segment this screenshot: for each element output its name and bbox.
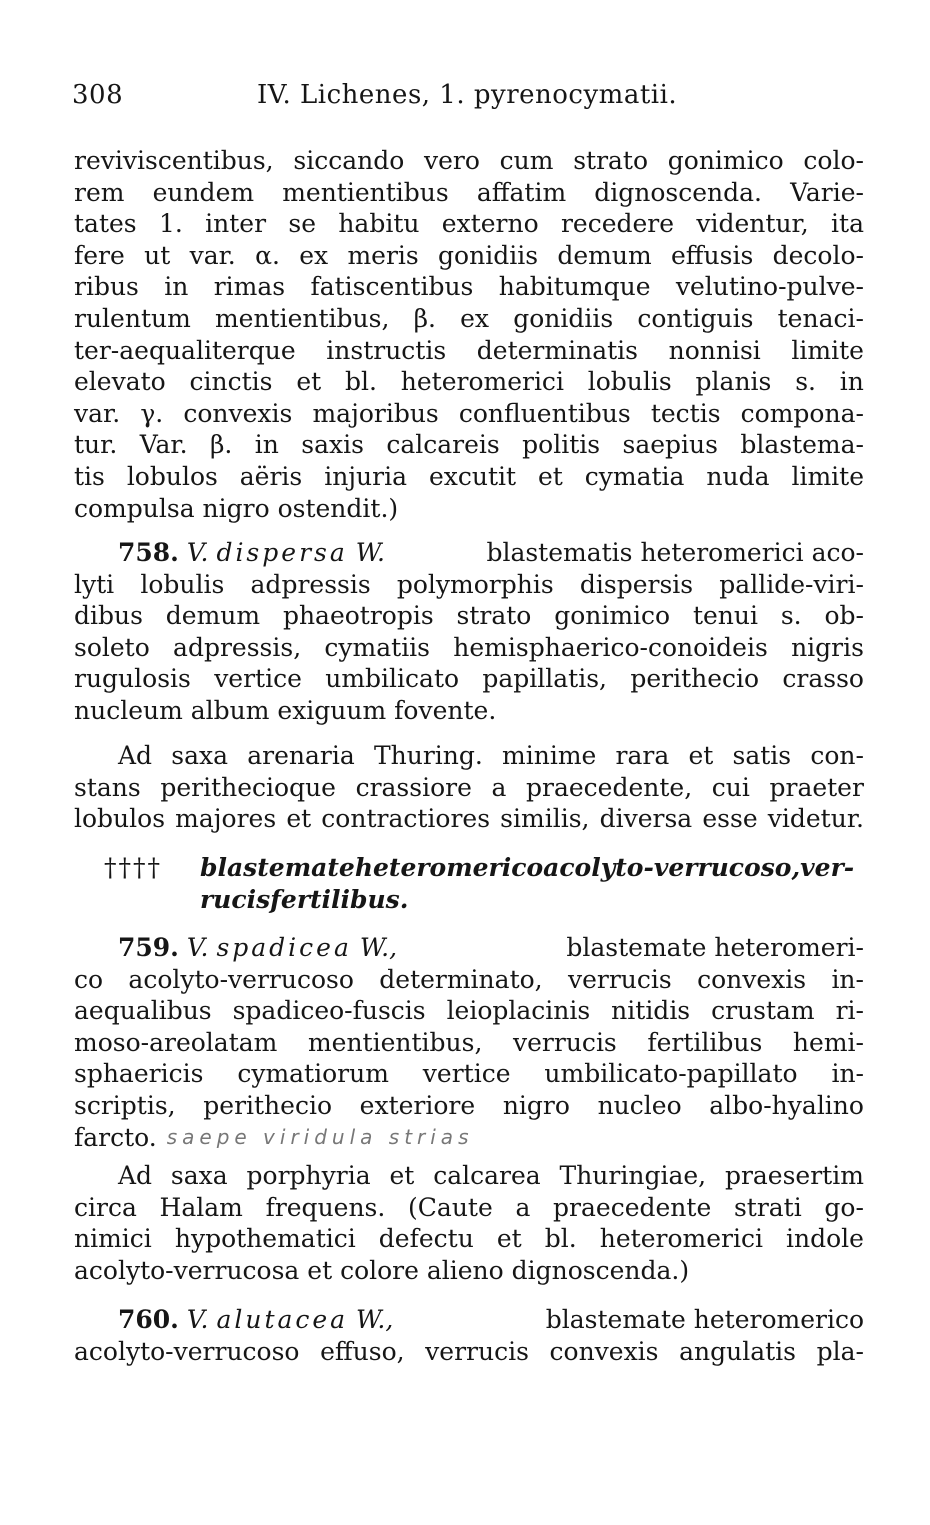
text-line <box>74 964 864 996</box>
word: colo- <box>803 146 864 175</box>
word: ita <box>831 209 864 239</box>
word: effusis <box>670 240 754 270</box>
word: fatiscentibus <box>310 272 474 302</box>
word: strato <box>573 146 649 175</box>
text-line <box>74 240 864 272</box>
word: limite <box>791 461 864 491</box>
word: majores <box>175 804 277 834</box>
text-line <box>74 1223 864 1255</box>
word: cui <box>711 772 750 802</box>
word: verrucis <box>425 1336 529 1366</box>
word: go- <box>824 1192 864 1222</box>
word: nucleo <box>597 1090 682 1120</box>
word: tis <box>74 461 105 491</box>
word: ex <box>460 303 490 333</box>
word: con- <box>810 741 864 770</box>
word: limite <box>791 335 864 365</box>
word: strati <box>733 1192 802 1222</box>
word: nigris <box>791 632 864 662</box>
word: praesertim <box>724 1161 864 1190</box>
word: rimas <box>213 272 286 302</box>
word: exteriore <box>359 1090 476 1120</box>
word: esse <box>702 804 758 834</box>
word: fertilibus. <box>270 884 409 914</box>
word: spadiceo-fuscis <box>232 996 426 1026</box>
word: gonidiis <box>438 240 539 270</box>
word: gonidiis <box>513 303 614 333</box>
entry-758-habitat <box>74 740 864 835</box>
word: velutino-pulve- <box>675 272 864 302</box>
species-name: alutacea <box>216 1305 349 1334</box>
word: eundem <box>152 177 255 207</box>
word: habitu <box>338 209 420 239</box>
word: in- <box>831 964 864 994</box>
text-line <box>74 740 864 772</box>
word: ver- <box>800 853 855 882</box>
word: acolyto-verrucoso <box>74 1336 300 1366</box>
word: ter-aequaliterque <box>74 335 296 365</box>
entry-759-habitat <box>74 1160 864 1286</box>
word: tenui <box>692 601 758 631</box>
word: majoribus <box>312 398 439 428</box>
word: tenaci- <box>777 303 864 333</box>
word: heteromerici <box>400 367 564 397</box>
word: nuda <box>706 461 770 491</box>
word: umbilicato <box>325 664 460 694</box>
word: acolyto-verrucoso <box>128 964 354 994</box>
author-abbrev: W., <box>359 933 398 962</box>
word: umbilicato-papillato <box>544 1059 798 1089</box>
word: albo-hyalino <box>709 1090 864 1120</box>
word: verrucis <box>513 1027 617 1057</box>
word: lobulis <box>587 367 672 397</box>
word: cum <box>499 146 554 175</box>
word: rugulosis <box>74 664 191 694</box>
word: cymatiis <box>324 632 431 662</box>
page-number: 308 <box>72 80 124 110</box>
word: et <box>389 1161 415 1190</box>
word: γ. <box>140 398 164 428</box>
word: in <box>254 430 279 460</box>
word: indole <box>786 1224 864 1254</box>
word: β. <box>413 303 436 333</box>
word: determinato, <box>379 964 543 994</box>
word: demum <box>165 601 261 631</box>
text-line <box>74 398 864 430</box>
word: 1. <box>158 209 183 239</box>
entry-first-line <box>74 1304 864 1336</box>
genus-abbrev: V. <box>186 1305 209 1334</box>
word: cymatia <box>584 461 685 491</box>
word: planis <box>695 367 772 397</box>
word: praeter <box>769 772 864 802</box>
word: verrucis <box>567 964 672 994</box>
word: tectis <box>650 398 721 428</box>
word: a <box>515 1192 531 1222</box>
entry-first-line <box>74 932 864 964</box>
word: contiguis <box>637 303 754 333</box>
word: dignoscenda. <box>594 177 763 207</box>
word: mentientibus <box>282 177 449 207</box>
word: heteromerico <box>354 853 544 882</box>
word: minime <box>502 741 597 770</box>
word: contractiores <box>321 804 491 834</box>
word: bl. <box>344 367 377 397</box>
text-line <box>74 208 864 240</box>
word: fertilibus <box>647 1027 763 1057</box>
word: porphyria <box>246 1161 371 1190</box>
word: gonimico <box>554 601 671 631</box>
word: et <box>286 804 312 834</box>
word: mentientibus, <box>214 303 390 333</box>
word: calcareis <box>386 430 500 460</box>
text-line <box>74 1160 864 1192</box>
handwritten-annotation: saepe viridula strias <box>166 1124 474 1149</box>
word: habitumque <box>498 272 651 302</box>
word: effuso, <box>320 1336 405 1366</box>
word: politis <box>522 430 601 460</box>
word: tates <box>74 209 137 239</box>
word: crassiore <box>355 772 472 802</box>
word: lobulos <box>126 461 218 491</box>
word: defectu <box>378 1224 474 1254</box>
word: siccando <box>293 146 405 175</box>
text-line <box>74 772 864 804</box>
word: strato <box>456 601 532 631</box>
entry-758 <box>74 537 864 727</box>
word: hemisphaerico-conoideis <box>453 632 768 662</box>
word: et <box>496 1224 522 1254</box>
word: var. <box>74 398 121 428</box>
word: in- <box>831 1059 864 1089</box>
word: ob- <box>824 601 864 631</box>
word: sphaericis <box>74 1059 204 1089</box>
word: pla- <box>816 1336 864 1366</box>
word: recedere <box>560 209 675 239</box>
entry-760 <box>74 1304 864 1367</box>
author-abbrev: W., <box>356 1305 394 1334</box>
word: convexis <box>549 1336 659 1366</box>
word: instructis <box>326 335 447 365</box>
word: nimici <box>74 1224 152 1254</box>
word: s. <box>780 601 802 631</box>
word: et <box>296 367 322 397</box>
text-line <box>74 663 864 695</box>
word: nitidis <box>611 996 691 1026</box>
word: a <box>491 772 507 802</box>
word: heteromerici <box>599 1224 763 1254</box>
word: α. <box>255 240 280 270</box>
entry-text: blastemate heteromerico <box>545 1305 864 1334</box>
word: stans <box>74 772 141 802</box>
text-line <box>74 803 864 835</box>
word: lobulis <box>140 569 225 599</box>
word: rara <box>615 741 670 770</box>
word: Var. <box>139 430 188 460</box>
genus-abbrev: V. <box>186 538 209 567</box>
word: adpressis, <box>173 632 302 662</box>
text-line <box>74 366 864 398</box>
word: perithecio <box>630 664 760 694</box>
word: pallide-viri- <box>719 569 864 599</box>
entry-number: 760. <box>118 1305 179 1334</box>
text-line <box>74 1058 864 1090</box>
word: et <box>537 461 563 491</box>
text-line <box>74 177 864 209</box>
text-line <box>74 1192 864 1224</box>
word: angulatis <box>679 1336 796 1366</box>
word: bl. <box>544 1224 577 1254</box>
text-line <box>74 1027 864 1059</box>
word: excutit <box>428 461 517 491</box>
word: inter <box>205 209 267 239</box>
intro-paragraph <box>74 145 864 524</box>
species-name: spadicea <box>216 933 352 962</box>
word: Varie- <box>790 177 864 207</box>
word: meris <box>347 240 419 270</box>
word: se <box>288 209 316 239</box>
word: saxa <box>171 741 229 770</box>
word: compona- <box>740 398 864 428</box>
word: hypothematici <box>174 1224 356 1254</box>
word: saxa <box>170 1161 228 1190</box>
entry-first-line <box>74 537 864 569</box>
word: convexis <box>183 398 293 428</box>
word: cymatiorum <box>237 1059 389 1089</box>
word: saepius <box>622 430 718 460</box>
word: dispersis <box>579 569 694 599</box>
word: similis, <box>500 804 590 834</box>
word: et <box>688 741 714 770</box>
word: polymorphis <box>396 569 554 599</box>
word: circa <box>74 1192 137 1222</box>
word: vertice <box>214 664 302 694</box>
word: mentientibus, <box>307 1027 483 1057</box>
word: affatim <box>476 177 567 207</box>
word: Ad <box>118 1161 153 1190</box>
word: frequens. <box>265 1192 386 1222</box>
text-line <box>74 303 864 335</box>
word: tur. <box>74 430 118 460</box>
word: leioplacinis <box>446 996 591 1026</box>
word: aequalibus <box>74 996 212 1026</box>
word: aëris <box>239 461 303 491</box>
text-line: compulsa nigro ostendit.) <box>74 493 399 523</box>
word: saxis <box>301 430 364 460</box>
word: Thuring. <box>373 741 483 770</box>
word: in <box>839 367 864 397</box>
text-line <box>74 335 864 367</box>
heading-line <box>200 884 862 916</box>
running-title: IV. Lichenes, 1. pyrenocymatii. <box>257 80 678 110</box>
word: calcarea <box>433 1161 541 1190</box>
word: acolyto-verrucoso, <box>543 853 801 882</box>
word: var. <box>189 240 236 270</box>
word: convexis <box>697 964 807 994</box>
species-name: dispersa <box>216 538 348 567</box>
word: determinatis <box>476 335 638 365</box>
word: injuria <box>324 461 408 491</box>
entry-759 <box>74 932 864 1153</box>
word: blastema- <box>740 430 864 460</box>
entry-number: 758. <box>118 538 179 567</box>
entry-text: blastematis heteromerici aco- <box>486 538 864 567</box>
word: perithecioque <box>160 772 336 802</box>
word: adpressis <box>250 569 371 599</box>
word: soleto <box>74 632 150 662</box>
text-line <box>74 1336 864 1368</box>
word: gonimico <box>667 146 784 175</box>
word: blastemate <box>200 853 355 882</box>
word: crustam <box>711 996 815 1026</box>
entry-text: blastemate heteromeri- <box>566 933 864 962</box>
word: phaeotropis <box>282 601 434 631</box>
text-line <box>74 145 864 177</box>
text-line-with-note <box>74 1122 864 1154</box>
word: confluentibus <box>458 398 631 428</box>
word: demum <box>557 240 652 270</box>
word: hemi- <box>792 1027 864 1057</box>
word: β. <box>209 430 233 460</box>
word: cinctis <box>189 367 273 397</box>
text-line <box>74 600 864 632</box>
word: praecedente, <box>526 772 693 802</box>
word: lyti <box>74 569 115 599</box>
word: (Caute <box>408 1192 493 1222</box>
text-line <box>74 995 864 1027</box>
word: dibus <box>74 601 143 631</box>
word: crasso <box>782 664 864 694</box>
word: diversa <box>599 804 693 834</box>
word: perithecio <box>203 1090 333 1120</box>
word: decolo- <box>772 240 864 270</box>
word: elevato <box>74 367 166 397</box>
text-line <box>74 569 864 601</box>
word: externo <box>441 209 539 239</box>
author-abbrev: W. <box>355 538 385 567</box>
text-line <box>74 1090 864 1122</box>
word: moso-areolatam <box>74 1027 278 1057</box>
section-mark: †††† <box>104 853 162 882</box>
text-fragment: farcto. <box>74 1122 157 1152</box>
entry-number: 759. <box>118 933 179 962</box>
word: in <box>164 272 189 302</box>
word: ex <box>299 240 329 270</box>
word: papillatis, <box>482 664 607 694</box>
word: scriptis, <box>74 1090 176 1120</box>
word: Ad <box>118 741 153 770</box>
text-line: acolyto-verrucosa et colore alieno dignoscenda.) <box>74 1255 690 1285</box>
word: reviviscentibus, <box>74 146 274 175</box>
word: ri- <box>835 996 864 1026</box>
word: ut <box>144 240 171 270</box>
word: videtur. <box>767 804 864 834</box>
text-line <box>74 461 864 493</box>
word: Halam <box>159 1192 243 1222</box>
word: fere <box>74 240 125 270</box>
word: satis <box>732 741 792 770</box>
word: praecedente <box>553 1192 712 1222</box>
heading-line <box>200 852 862 884</box>
word: vertice <box>422 1059 511 1089</box>
text-line: nucleum album exiguum fovente. <box>74 695 497 725</box>
text-line <box>74 632 864 664</box>
word: rulentum <box>74 303 191 333</box>
word: co <box>74 964 104 994</box>
word: Thuringiae, <box>559 1161 707 1190</box>
word: rucis <box>200 884 271 914</box>
word: lobulos <box>74 804 166 834</box>
word: vero <box>424 146 480 175</box>
section-heading <box>104 852 862 915</box>
word: nigro <box>502 1090 570 1120</box>
word: nonnisi <box>668 335 761 365</box>
word: s. <box>795 367 816 397</box>
genus-abbrev: V. <box>186 933 209 962</box>
word: rem <box>74 177 125 207</box>
word: videntur, <box>696 209 809 239</box>
text-line <box>74 271 864 303</box>
word: ribus <box>74 272 139 302</box>
text-line <box>74 429 864 461</box>
word: arenaria <box>247 741 355 770</box>
